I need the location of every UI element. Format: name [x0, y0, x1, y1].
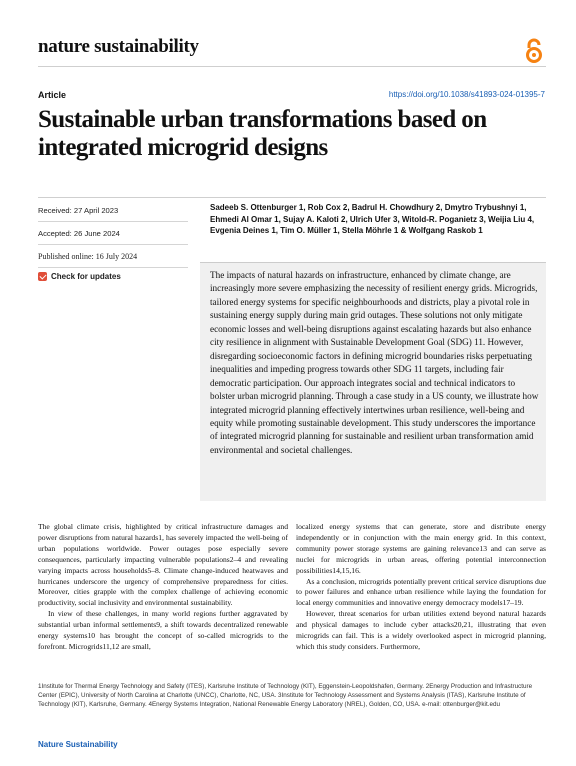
article-dates	[38, 203, 188, 281]
title-divider	[38, 197, 546, 198]
check-updates-icon	[38, 272, 47, 281]
open-access-icon[interactable]	[523, 38, 545, 64]
check-for-updates-button[interactable]	[38, 272, 188, 281]
published-date: Published online: 16 July 2024	[38, 249, 188, 268]
body-paragraph: localized energy systems that can generate, store and distribute energy independently or in conjunction with the main energy grid. In this context, community power storage systems are gaining relevance13 and can serve as nuclei for microgrids in urban areas, offering potential interconnection possibilities14,15,16.	[296, 522, 546, 575]
abstract-text: The impacts of natural hazards on infrastructure, enhanced by climate change, are increasingly more severe emphasizing the necessity of resilient energy grids. Microgrids, tailored energy systems for specific neighbourhoods and districts, play a pivotal role in sustaining energy supply during main grid outages. These solutions not only mitigate economic losses and well-being disruptions against escalating hazards but also enhance city resilience in alignment with Sustainable Development Goal (SDG) 11. However, disregarding socioeconomic factors in defining microgrid boundaries risks perpetuating inequalities and impeding progress towards other SDG 11 targets, including fair democratic participation. Our approach integrates social and technical indicators to bolster urban microgrid planning. Through a case study in a US county, we illustrate how integrated microgrid planning effectively intertwines urban resilience, well-being and equity while promoting sustainable development. This study underscores the importance of integrated microgrid planning for sustainable and resilient urban transformation amid environmental and societal challenges.	[210, 270, 539, 455]
affiliations: 1Institute for Thermal Energy Technology and Safety (ITES), Karlsruhe Institute of Technology (KIT), Eggenstein-Leopoldshafen, Germany. 2Energy Production and Infrastructure Center (EPIC), University of North Carolina at Charlotte (UNCC), Charlotte, NC, USA. 3Institute for Technology Assessment and Systems Analysis (ITAS), Karlsruhe Institute of Technology (KIT), Karlsruhe, Germany. 4Energy Systems Integration, National Renewable Energy Laboratory (NREL), Golden, CO, USA. e-mail: ottenburger@kit.edu	[38, 683, 533, 709]
author-list: Sadeeb S. Ottenburger 1, Rob Cox 2, Badrul H. Chowdhury 2, Dmytro Trybushnyi 1, Ehmedi Al Omar 1, Sujay A. Kaloti 2, Ulrich Ufer 3, Witold-R. Poganietz 3, Weijia Liu 4, Evgenia Deines 1, Tim O. Müller 1, Stella Möhrle 1 & Wolfgang Raskob 1	[210, 203, 535, 235]
article-type: Article	[38, 90, 67, 100]
body-paragraph: In view of these challenges, in many world regions further aggravated by substantial urban informal settlements9, a shift towards decentralized renewable energy systems10 has brought the concept of so-called microgrids to the forefront. Microgrids11,12 are small,	[38, 609, 288, 651]
body-paragraph: As a conclusion, microgrids potentially prevent critical service disruptions due to power failures and enhance urban resilience while laying the foundation for local energy communities and innovative energy democracy models17–19.	[296, 576, 546, 608]
accepted-date: Accepted: 26 June 2024	[38, 226, 188, 245]
article-title: Sustainable urban transformations based on integrated microgrid designs	[38, 106, 487, 161]
received-date: Received: 27 April 2023	[38, 203, 188, 222]
body-paragraph: However, threat scenarios for urban utilities extend beyond natural hazards and physical damages to include cyber attacks20,21, illustrating that even microgrids can fail. This is a widely overlooked aspect in microgrid planning, which this study considers. Furthermore,	[296, 609, 546, 651]
body-paragraph: The global climate crisis, highlighted by critical infrastructure damages and power disruptions from natural hazards1, has severely impacted the well-being of urban populations worldwide. Power outages pose especially severe consequences, particularly impacting vulnerable populations2–4 and revealing varying impacts across households5–8. Climate change-induced heatwaves and hurricanes underscore the urgency of comprehensive preparedness for cities. Moreover, cities grapple with the complex challenge of achieving economic productivity, social inclusivity and environmental sustainability.	[38, 522, 288, 608]
footer-journal-name: Nature Sustainability	[38, 740, 118, 749]
header-divider	[38, 66, 546, 67]
check-updates-label: Check for updates	[51, 272, 121, 281]
body-column-right	[296, 522, 546, 653]
doi-link[interactable]: https://doi.org/10.1038/s41893-024-01395-7	[388, 90, 545, 99]
body-column-left	[38, 522, 288, 653]
journal-name: nature sustainability	[38, 36, 199, 57]
